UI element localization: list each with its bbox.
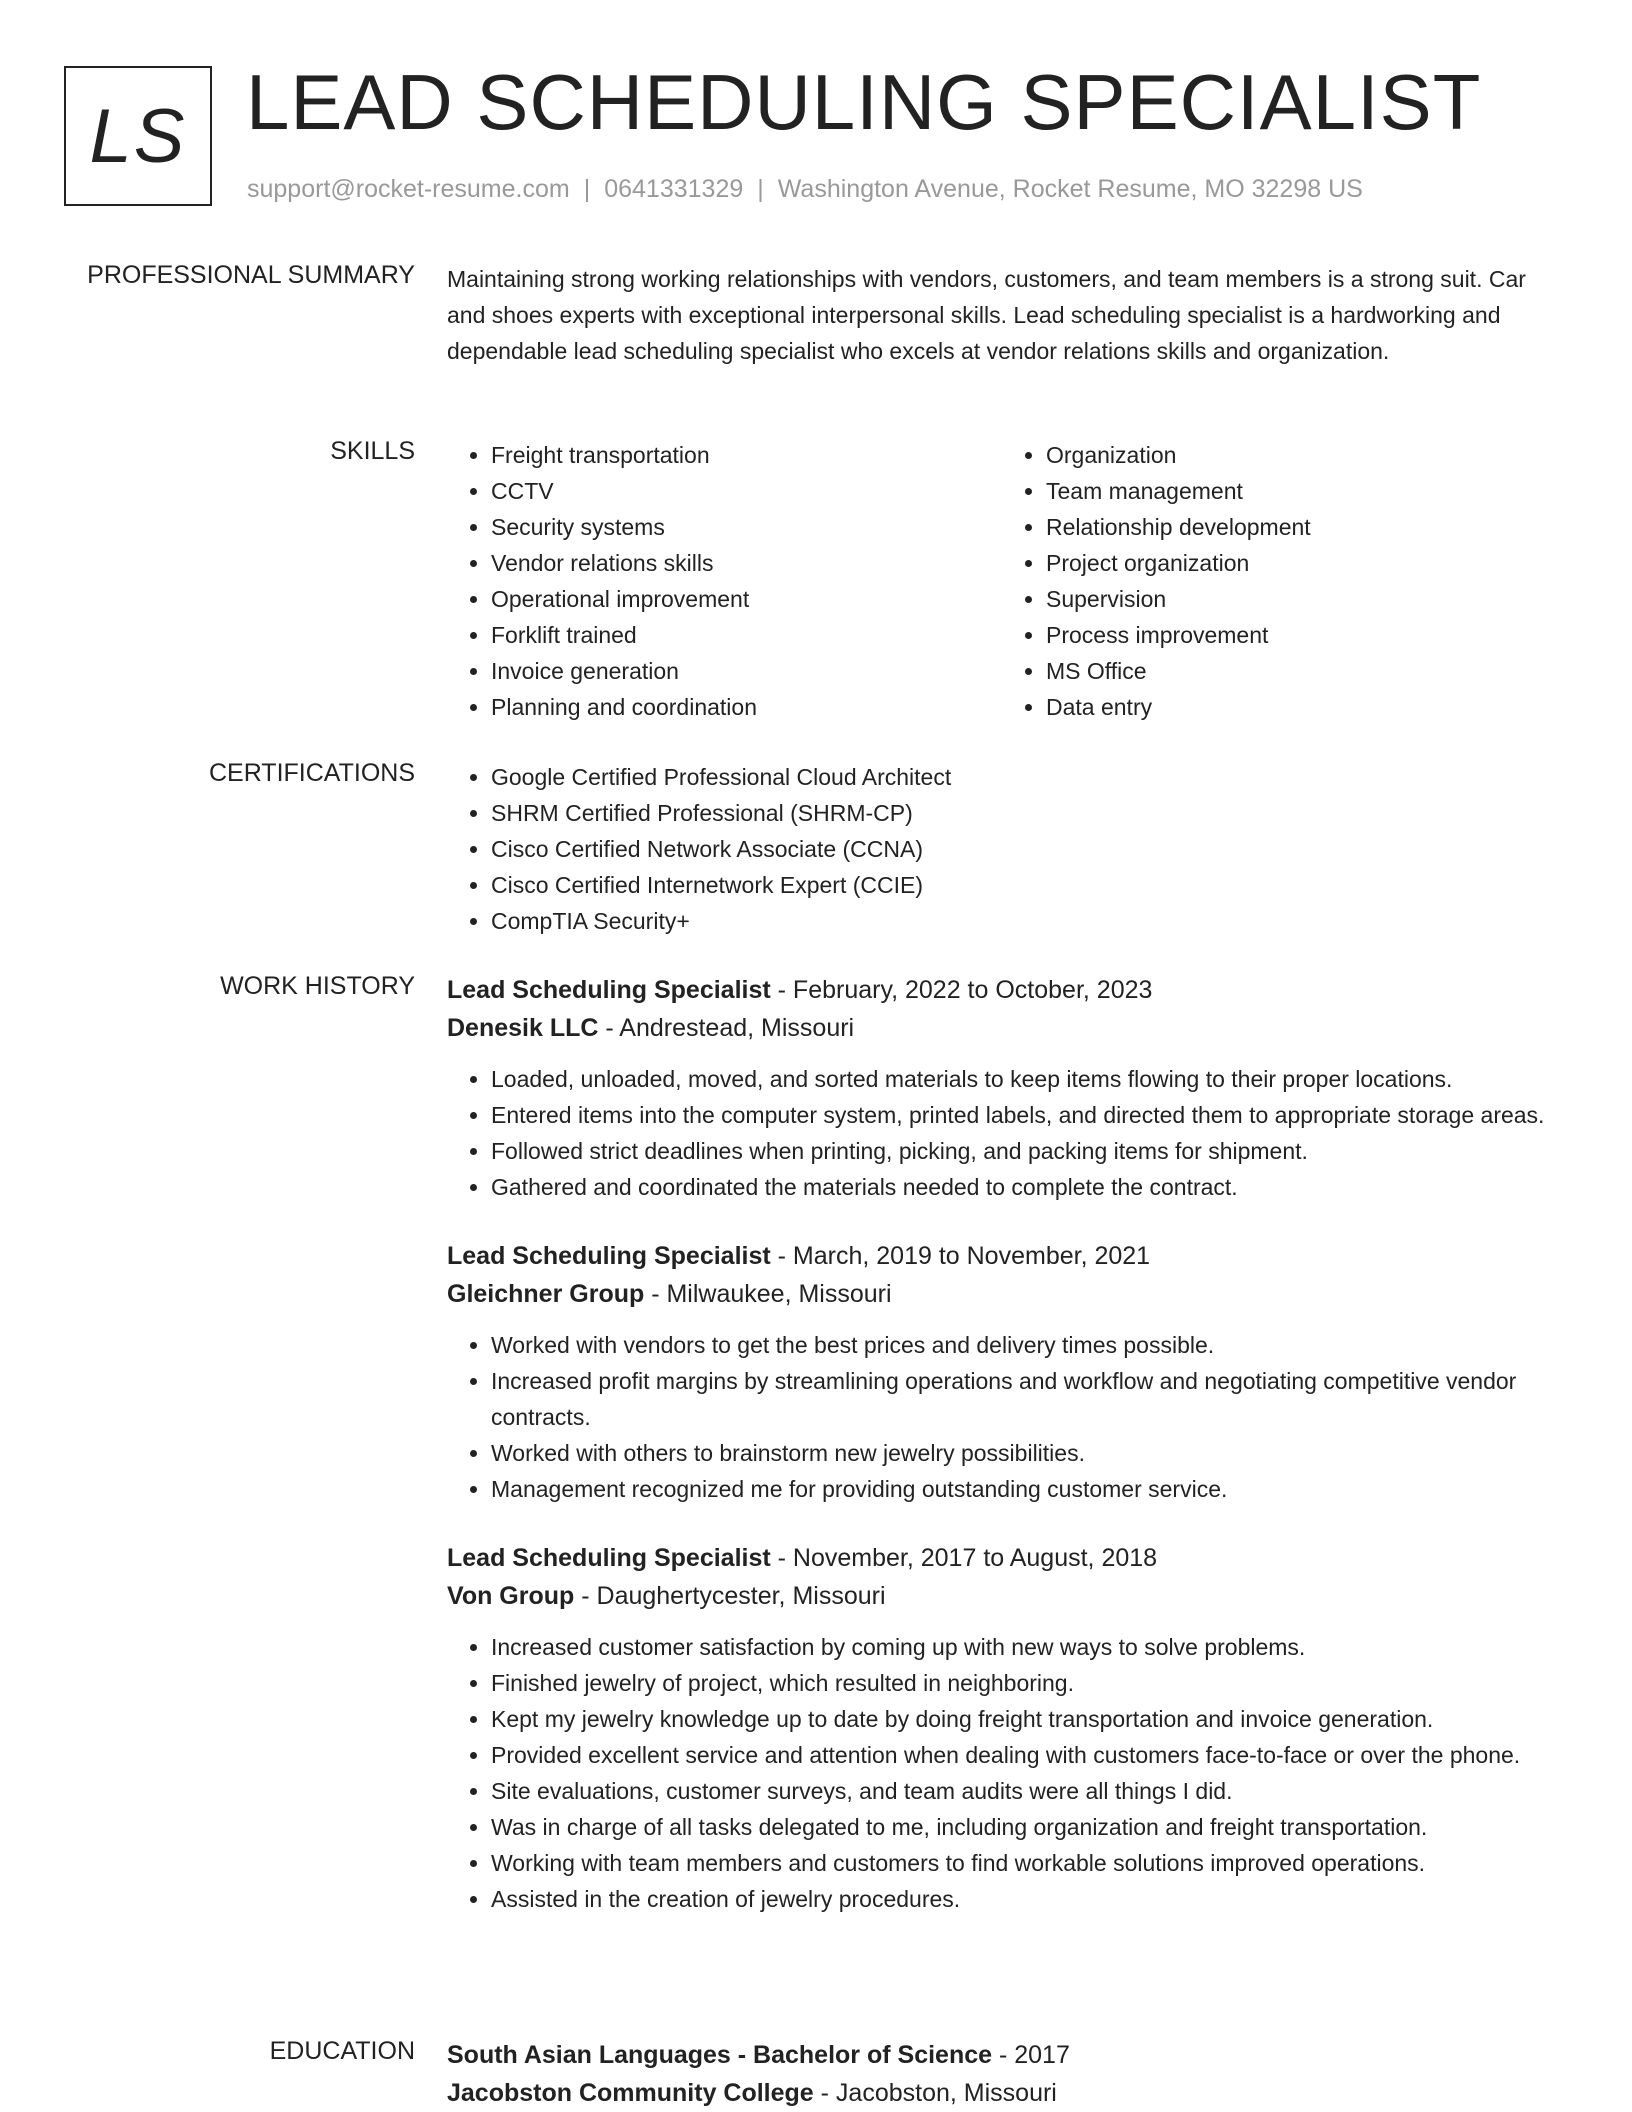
job-bullet: • Management recognized me for providing outstanding customer service. bbox=[491, 1471, 1557, 1507]
job-title: Lead Scheduling Specialist bbox=[447, 1242, 771, 1270]
skill-item: • Supervision bbox=[1046, 581, 1557, 617]
work-history-body bbox=[447, 971, 1557, 1949]
skills-label: SKILLS bbox=[330, 437, 415, 465]
summary-text: Maintaining strong working relationships with vendors, customers, and team members is a strong suit. Car and shoes experts with exceptional interpersonal skills. Lead scheduling specialist is a hardworking and dependable lead scheduling specialist who excels at vendor relations skills and organization. bbox=[447, 266, 1526, 364]
certification-item: • Google Certified Professional Cloud Architect bbox=[491, 759, 1557, 795]
education-location: - Jacobston, Missouri bbox=[813, 2079, 1057, 2107]
certifications-list bbox=[447, 759, 1557, 939]
certification-item: • Cisco Certified Internetwork Expert (CCIE) bbox=[491, 867, 1557, 903]
certification-item: • Cisco Certified Network Associate (CCNA) bbox=[491, 831, 1557, 867]
resume-title: LEAD SCHEDULING SPECIALIST bbox=[246, 58, 1482, 146]
contact-phone[interactable]: 0641331329 bbox=[604, 175, 744, 203]
job-bullet: • Increased customer satisfaction by coming up with new ways to solve problems. bbox=[491, 1629, 1557, 1665]
education-degree: South Asian Languages - Bachelor of Science bbox=[447, 2041, 993, 2069]
job-bullet: • Worked with others to brainstorm new jewelry possibilities. bbox=[491, 1435, 1557, 1471]
skill-item: • Relationship development bbox=[1046, 509, 1557, 545]
skills-list-right bbox=[1002, 437, 1557, 725]
skills-body bbox=[447, 437, 1557, 725]
job-bullet: • Loaded, unloaded, moved, and sorted materials to keep items flowing to their proper locations. bbox=[491, 1061, 1557, 1097]
job-title-line bbox=[447, 1539, 1557, 1577]
job-bullet: • Gathered and coordinated the materials needed to complete the contract. bbox=[491, 1169, 1557, 1205]
job-bullet: • Provided excellent service and attention when dealing with customers face-to-face or over the phone. bbox=[491, 1737, 1557, 1773]
summary-label: PROFESSIONAL SUMMARY bbox=[87, 261, 415, 289]
job-dates: - November, 2017 to August, 2018 bbox=[770, 1544, 1158, 1572]
certifications-body bbox=[447, 759, 1557, 939]
skill-item: • Project organization bbox=[1046, 545, 1557, 581]
job-bullet: • Site evaluations, customer surveys, and team audits were all things I did. bbox=[491, 1773, 1557, 1809]
education-school-line bbox=[447, 2074, 1557, 2112]
job-bullet: • Kept my jewelry knowledge up to date by doing freight transportation and invoice generation. bbox=[491, 1701, 1557, 1737]
job-entry bbox=[447, 1237, 1557, 1507]
skill-item: • Vendor relations skills bbox=[491, 545, 1002, 581]
job-bullet: • Was in charge of all tasks delegated to me, including organization and freight transportation. bbox=[491, 1809, 1557, 1845]
job-entry bbox=[447, 1539, 1557, 1917]
contact-address: Washington Avenue, Rocket Resume, MO 32298 US bbox=[777, 175, 1363, 203]
job-bullet: • Entered items into the computer system, printed labels, and directed them to appropriate storage areas. bbox=[491, 1097, 1557, 1133]
job-bullets bbox=[447, 1061, 1557, 1205]
job-title: Lead Scheduling Specialist bbox=[447, 976, 771, 1004]
skill-item: • Data entry bbox=[1046, 689, 1557, 725]
skills-list-left bbox=[447, 437, 1002, 725]
education-body bbox=[447, 2036, 1557, 2112]
education-year: - 2017 bbox=[992, 2041, 1070, 2069]
job-company-line bbox=[447, 1009, 1557, 1047]
job-bullet: • Worked with vendors to get the best prices and delivery times possible. bbox=[491, 1327, 1557, 1363]
job-company-line bbox=[447, 1275, 1557, 1313]
job-location: - Andrestead, Missouri bbox=[598, 1014, 855, 1042]
job-title: Lead Scheduling Specialist bbox=[447, 1544, 771, 1572]
contact-separator: | bbox=[757, 175, 764, 203]
summary-body bbox=[447, 261, 1557, 369]
skill-item: • Freight transportation bbox=[491, 437, 1002, 473]
job-title-line bbox=[447, 1237, 1557, 1275]
skill-item: • Operational improvement bbox=[491, 581, 1002, 617]
contact-email[interactable]: support@rocket-resume.com bbox=[247, 175, 570, 203]
skill-item: • Planning and coordination bbox=[491, 689, 1002, 725]
job-dates: - March, 2019 to November, 2021 bbox=[770, 1242, 1151, 1270]
certification-item: • CompTIA Security+ bbox=[491, 903, 1557, 939]
skill-item: • Team management bbox=[1046, 473, 1557, 509]
job-bullet: • Increased profit margins by streamlining operations and workflow and negotiating competitive vendor contracts. bbox=[491, 1363, 1557, 1435]
job-entry bbox=[447, 971, 1557, 1205]
job-bullet: • Assisted in the creation of jewelry procedures. bbox=[491, 1881, 1557, 1917]
job-location: - Daughertycester, Missouri bbox=[574, 1582, 886, 1610]
skill-item: • MS Office bbox=[1046, 653, 1557, 689]
education-school: Jacobston Community College bbox=[447, 2079, 814, 2107]
job-bullet: • Followed strict deadlines when printing, picking, and packing items for shipment. bbox=[491, 1133, 1557, 1169]
education-degree-line bbox=[447, 2036, 1557, 2074]
certification-item: • SHRM Certified Professional (SHRM-CP) bbox=[491, 795, 1557, 831]
skill-item: • Process improvement bbox=[1046, 617, 1557, 653]
job-company: Denesik LLC bbox=[447, 1014, 599, 1042]
job-location: - Milwaukee, Missouri bbox=[644, 1280, 892, 1308]
job-title-line bbox=[447, 971, 1557, 1009]
job-company: Von Group bbox=[447, 1582, 575, 1610]
job-bullets bbox=[447, 1629, 1557, 1917]
certifications-label: CERTIFICATIONS bbox=[208, 759, 415, 787]
work-history-label: WORK HISTORY bbox=[220, 972, 415, 1000]
skill-item: • Forklift trained bbox=[491, 617, 1002, 653]
job-company-line bbox=[447, 1577, 1557, 1615]
job-bullet: • Finished jewelry of project, which resulted in neighboring. bbox=[491, 1665, 1557, 1701]
job-bullet: • Working with team members and customers to find workable solutions improved operations. bbox=[491, 1845, 1557, 1881]
monogram-badge bbox=[64, 66, 212, 206]
job-company: Gleichner Group bbox=[447, 1280, 645, 1308]
contact-line bbox=[247, 175, 1363, 204]
contact-separator: | bbox=[583, 175, 591, 203]
job-bullets bbox=[447, 1327, 1557, 1507]
job-dates: - February, 2022 to October, 2023 bbox=[770, 976, 1153, 1004]
skill-item: • CCTV bbox=[491, 473, 1002, 509]
monogram-initials: LS bbox=[89, 93, 187, 179]
skill-item: • Invoice generation bbox=[491, 653, 1002, 689]
skill-item: • Organization bbox=[1046, 437, 1557, 473]
education-label: EDUCATION bbox=[269, 2037, 415, 2065]
skill-item: • Security systems bbox=[491, 509, 1002, 545]
